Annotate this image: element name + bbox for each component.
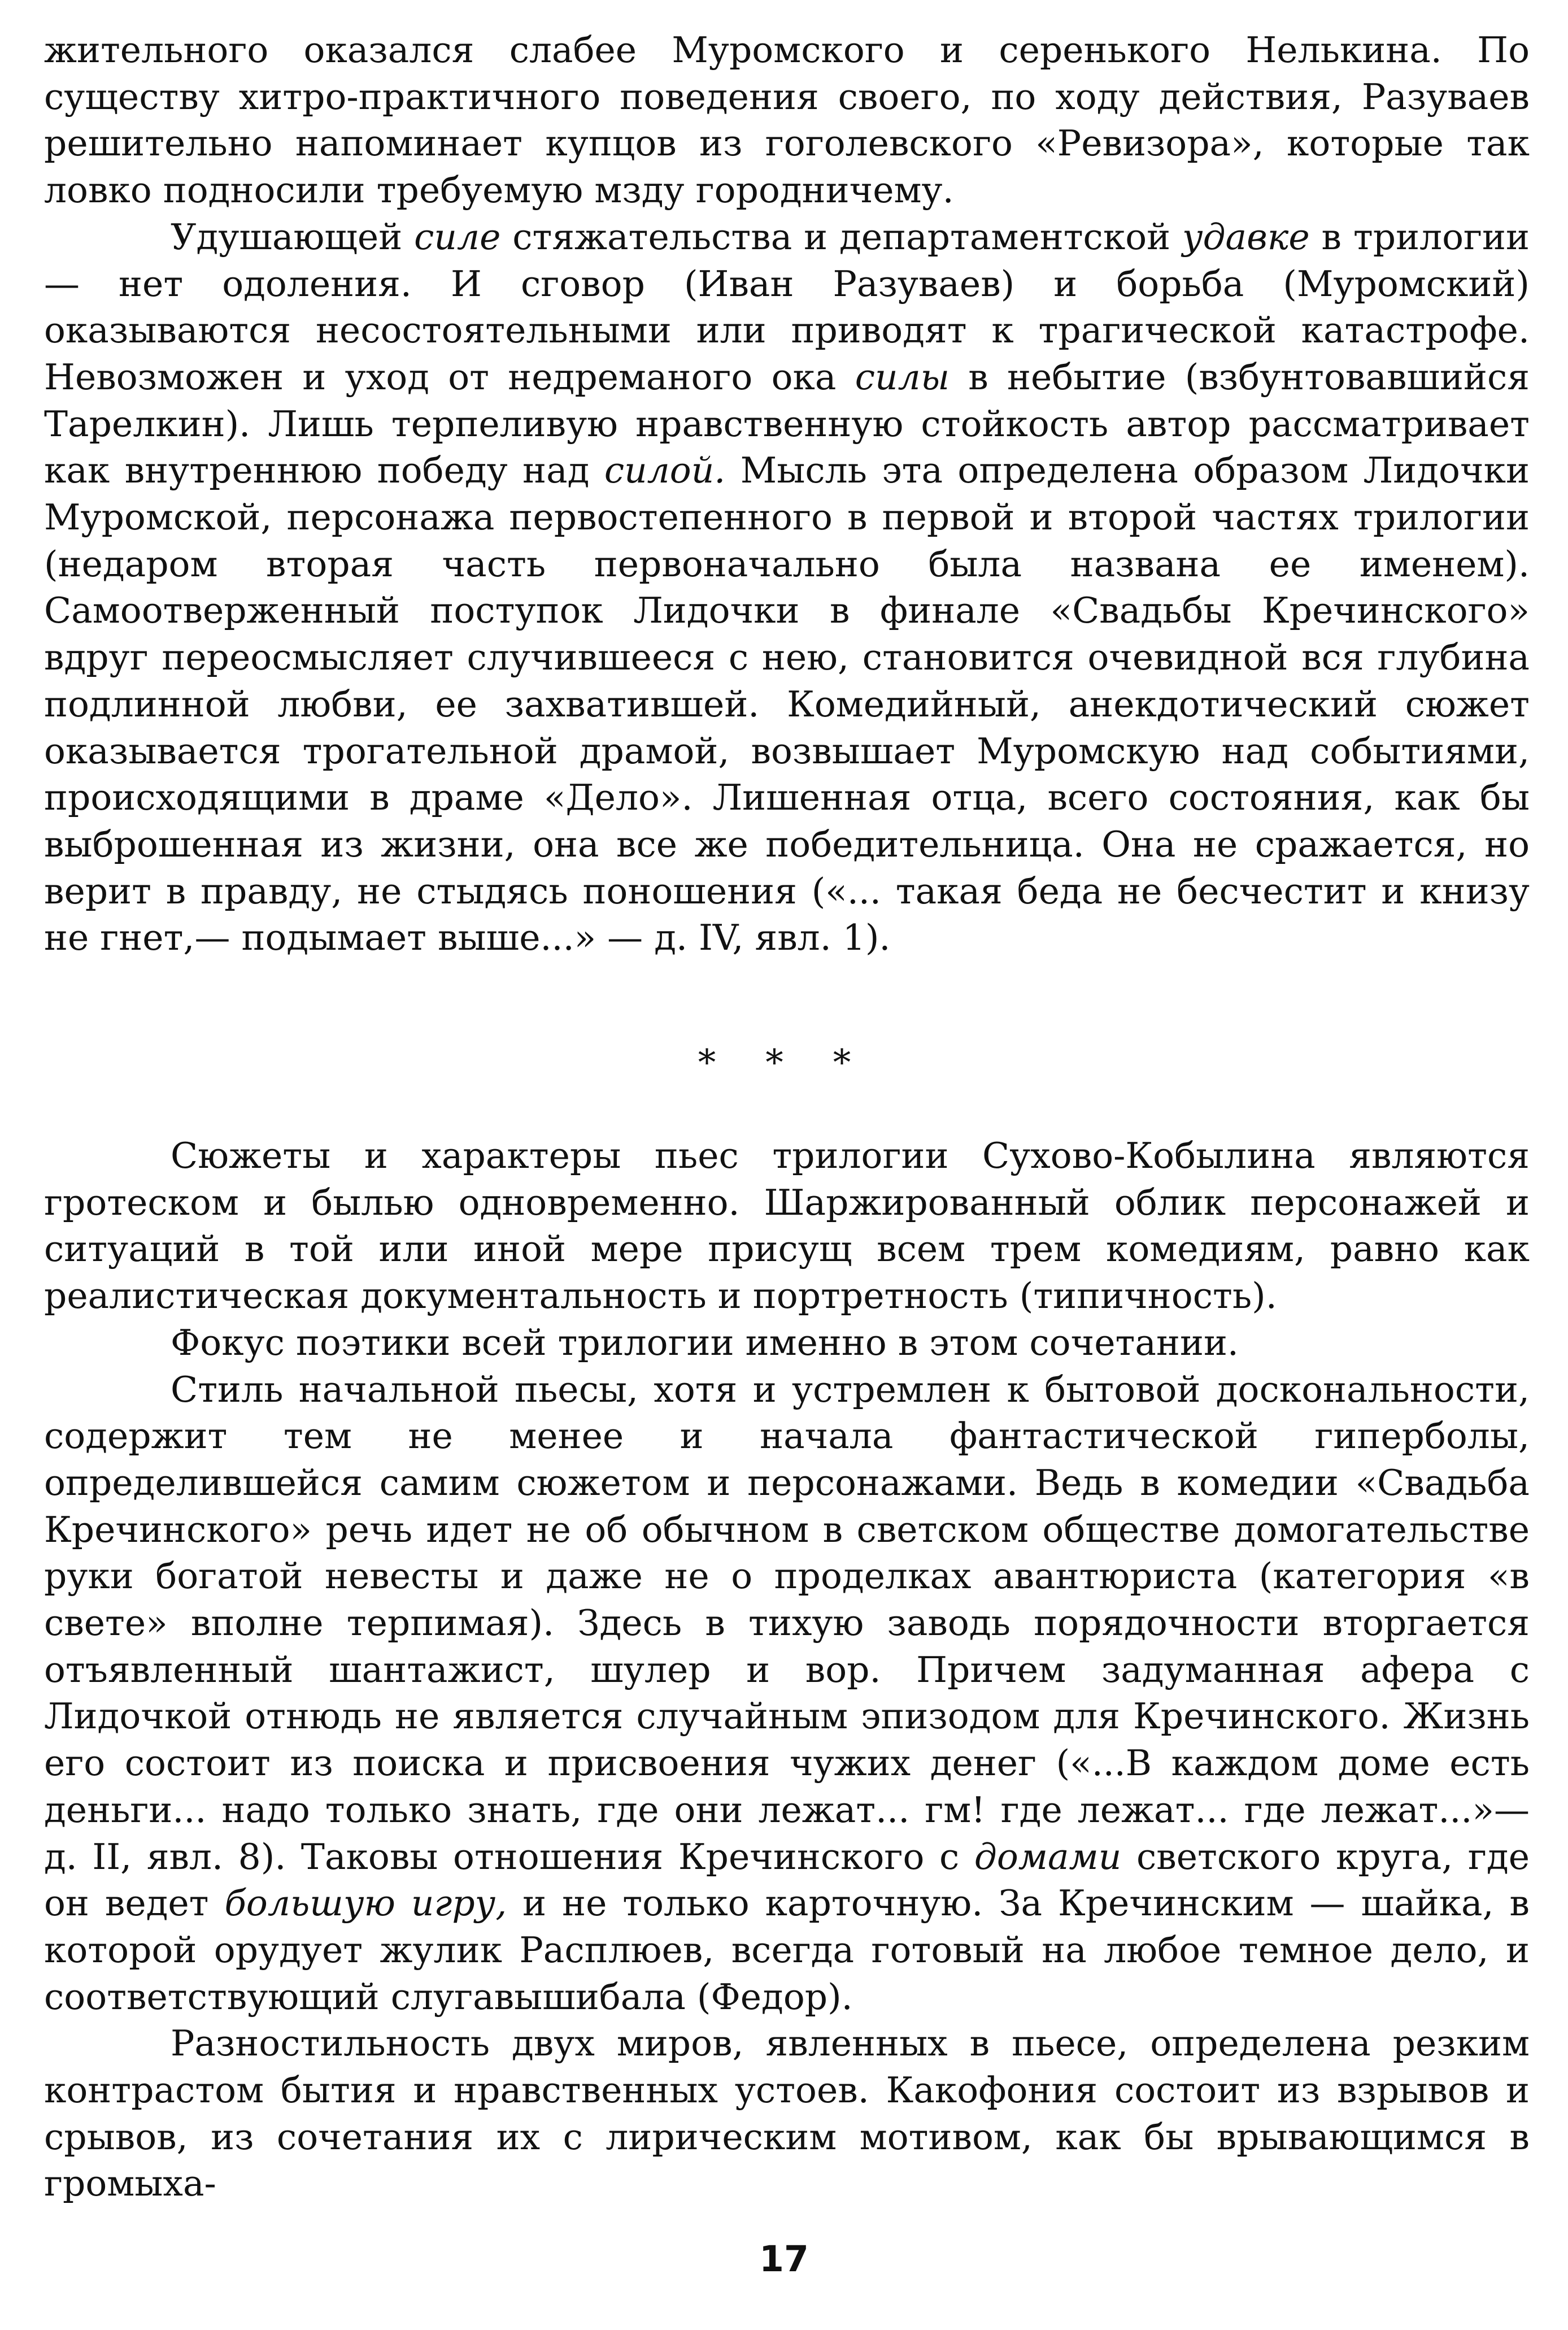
text-run: Удушающей [171,216,415,258]
text-run: Мысль эта определена образом Лидочки Муромской, персонажа первостепенного в первой и второй частях трилогии (недаром вторая часть первоначально была названа ее именем). Самоотверженный поступок Лидочки в финале «Свадьбы Кречинского» вдруг переосмысляет случившееся с нею, становится очевидной вся глубина подлинной любви, ее захватившей. Комедийный, анекдотический сюжет оказывается трогательной драмой, возвышает Муромскую над событиями, происходящими в драме «Дело». Лишенная отца, всего состояния, как бы выброшенная из жизни, она все же победительница. Она не сражается, но верит в правду, не стыдясь поношения («... такая беда не бесчестит и книзу не гнет,— подымает выше...» — д. IV, явл. 1). [44,450,1530,959]
text-run: в трилогии — нет одоления. И сговор (Иван Разуваев) и борьба (Муромский) оказываются несостоятельными или приводят к трагической катастрофе. Невозможен и уход от недреманого ока [44,216,1530,398]
paragraph: Разностильность двух миров, явленных в пьесе, определена резким контрастом бытия и нравственных устоев. Какофония состоит из взрывов и срывов, из сочетания их с лирическим мотивом, как бы врывающимся в громыха- [44,2023,1530,2205]
emphasis: силой. [604,450,726,492]
paragraph: жительного оказался слабее Муромского и серенького Нелькина. По существу хитро-практичного поведения своего, по ходу действия, Разуваев решительно напоминает купцов из гоголевского «Ревизора», которые так ловко подносили требуемую мзду городничему. [44,29,1530,211]
text-section-1 [44,27,1530,962]
paragraph [44,1367,1530,2021]
text-run: и не только карточную. За Кречинским — шайка, в которой орудует жулик Расплюев, всегда готовый на любое темное дело, и соответствующий слугавышибала (Федор). [44,1883,1530,2018]
text-run: Стиль начальной пьесы, хотя и устремлен к бытовой доскональности, содержит тем не менее и начала фантастической гиперболы, определившейся самим сюжетом и персонажами. Ведь в комедии «Свадьба Кречинского» речь идет не об обычном в светском обществе домогательстве руки богатой невесты и даже не о проделках авантюриста (категория «в свете» вполне терпимая). Здесь в тихую заводь порядочности вторгается отъявленный шантажист, шулер и вор. Причем задуманная афера с Лидочкой отнюдь не является случайным эпизодом для Кречинского. Жизнь его состоит из поиска и присвоения чужих денег («...В каждом доме есть деньги... надо только знать, где они лежат... гм! где лежат... где лежат...»— д. II, явл. 8). Таковы отношения Кречинского с [44,1368,1530,1877]
paragraph [44,214,1530,962]
emphasis: домами [974,1836,1122,1877]
text-run: стяжательства и департаментской [500,216,1183,258]
text-run: светского круга, где он ведет [44,1836,1530,1924]
text-run: в небытие (взбунтовавшийся Тарелкин). Лишь терпеливую нравственную стойкость автор рассматривает как внутреннюю победу над [44,356,1530,492]
emphasis: удавке [1182,216,1310,258]
page-number: 17 [759,2238,809,2280]
emphasis: большую игру, [224,1883,507,1924]
paragraph: Фокус поэтики всей трилогии именно в этом сочетании. [171,1322,1239,1363]
emphasis: силы [855,356,950,398]
paragraph: Сюжеты и характеры пьес трилогии Сухово-Кобылина являются гротеском и былью одновременно. Шаржированный облик персонажей и ситуаций в той или иной мере присущ всем трем комедиям, равно как реалистическая документальность и портретность (типичность). [44,1135,1530,1317]
text-section-2 [44,1133,1530,2207]
emphasis: силе [414,216,501,258]
section-divider: * * * [698,1042,870,1083]
